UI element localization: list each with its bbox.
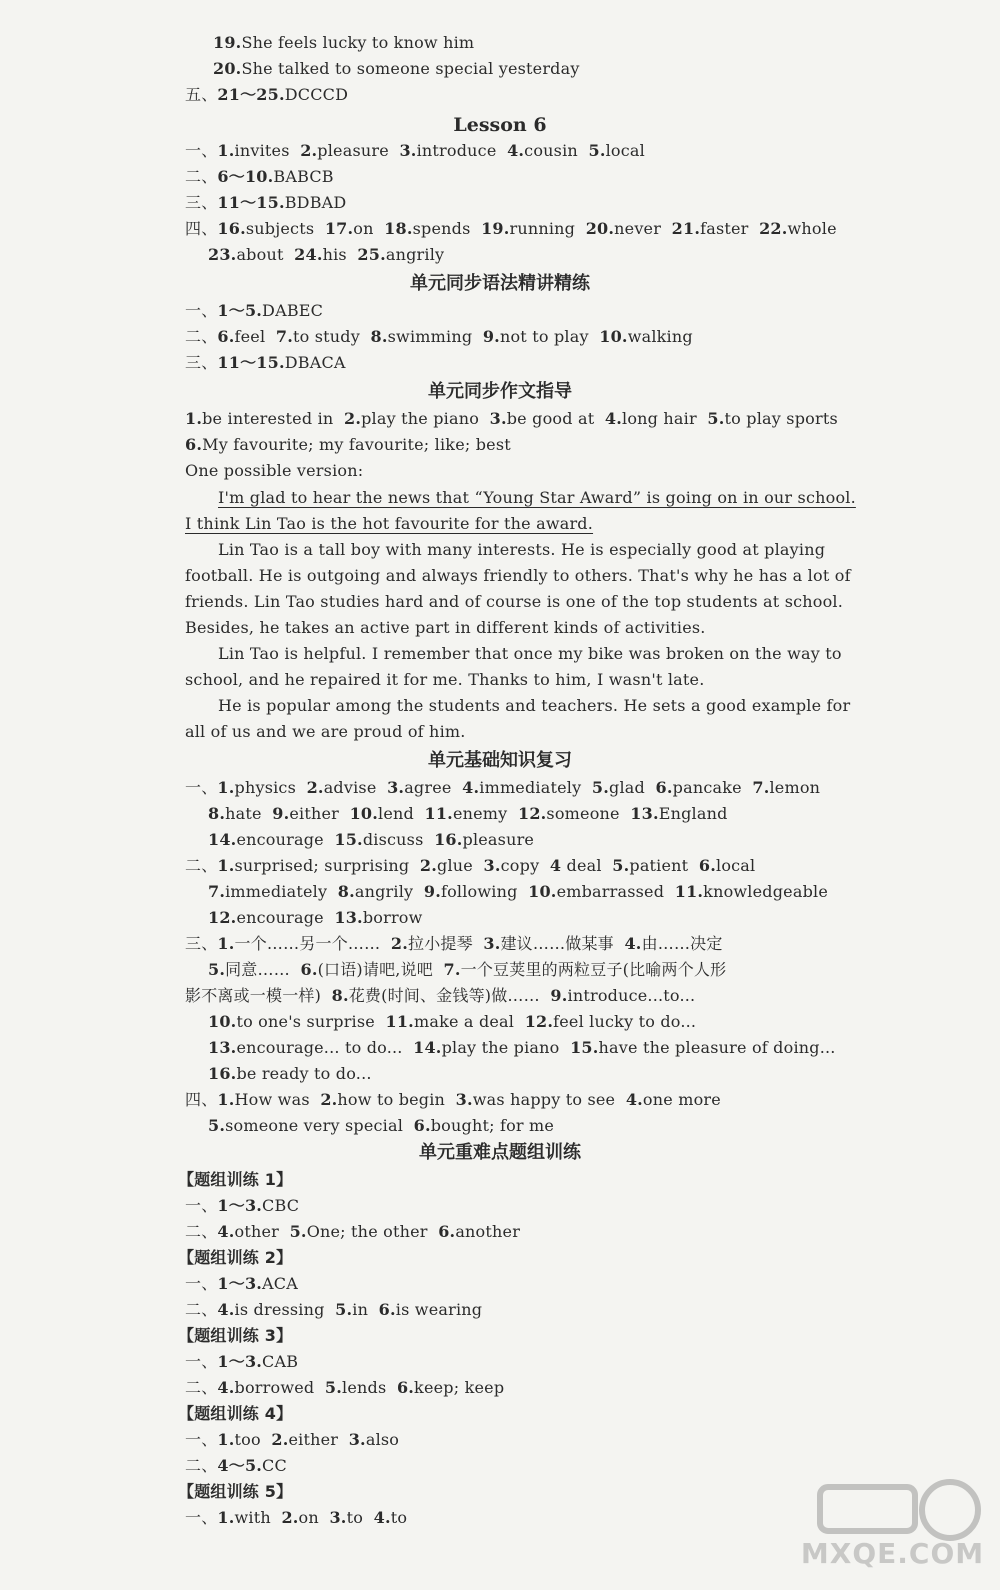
answer-line: 一、1～3.CAB	[185, 1352, 299, 1371]
answer-line: 7.immediately 8.angrily 9.following 10.embarrassed 11.knowledgeable	[208, 882, 829, 901]
answer-line: 二、6～10.BABCB	[185, 167, 334, 186]
answer-line: 20.She talked to someone special yesterday	[213, 59, 580, 78]
answer-line: football. He is outgoing and always friendly to others. That's why he has a lot of	[185, 566, 851, 585]
answer-line: 14.encourage 15.discuss 16.pleasure	[208, 830, 535, 849]
answer-line: 一、1.invites 2.pleasure 3.introduce 4.cousin 5.local	[185, 141, 645, 160]
answer-line: 三、1.一个……另一个…… 2.拉小提琴 3.建议……做某事 4.由……决定	[185, 934, 723, 953]
section-heading: 单元同步语法精讲精练	[410, 273, 590, 294]
answer-line: 四、16.subjects 17.on 18.spends 19.running 20.never 21.faster 22.whole	[185, 219, 837, 238]
answer-line: 二、4.is dressing 5.in 6.is wearing	[185, 1300, 483, 1319]
answer-line: 影不离或一模一样) 8.花费(时间、金钱等)做…… 9.introduce...to...	[185, 986, 696, 1005]
answer-line: 五、21～25.DCCCD	[185, 85, 349, 104]
answer-line: 12.encourage 13.borrow	[208, 908, 423, 927]
answer-line: 5.someone very special 6.bought; for me	[208, 1116, 555, 1135]
answer-line: 一、1.physics 2.advise 3.agree 4.immediately 5.glad 6.pancake 7.lemon	[185, 778, 821, 797]
answer-line: 23.about 24.his 25.angrily	[208, 245, 445, 264]
answer-line: 【题组训练 4】	[178, 1404, 293, 1423]
section-heading: 单元同步作文指导	[428, 381, 572, 402]
answer-line: 一、1.with 2.on 3.to 4.to	[185, 1508, 408, 1527]
answer-line: Besides, he takes an active part in different kinds of activities.	[185, 618, 706, 637]
answer-line: 一、1.too 2.either 3.also	[185, 1430, 400, 1449]
section-heading: 单元基础知识复习	[428, 750, 572, 771]
answer-line: 【题组训练 1】	[178, 1170, 293, 1189]
answer-line: I think Lin Tao is the hot favourite for the award.	[185, 514, 594, 533]
answer-line: 【题组训练 5】	[178, 1482, 293, 1501]
answer-line: all of us and we are proud of him.	[185, 722, 466, 741]
answer-line: 三、11～15.BDBAD	[185, 193, 347, 212]
answer-line: 【题组训练 2】	[178, 1248, 293, 1267]
answer-line: 5.同意…… 6.(口语)请吧,说吧 7.一个豆荚里的两粒豆子(比喻两个人形	[208, 960, 727, 979]
section-heading: 单元重难点题组训练	[419, 1142, 581, 1163]
answer-line: 二、4.other 5.One; the other 6.another	[185, 1222, 521, 1241]
answer-line: friends. Lin Tao studies hard and of course is one of the top students at school.	[185, 592, 844, 611]
watermark-text: MXQE.COM	[800, 1537, 985, 1570]
answer-line: 19.She feels lucky to know him	[213, 33, 475, 52]
answer-line: 10.to one's surprise 11.make a deal 12.feel lucky to do...	[208, 1012, 697, 1031]
answer-line: Lin Tao is helpful. I remember that once my bike was broken on the way to	[218, 644, 842, 663]
answer-line: 1.be interested in 2.play the piano 3.be good at 4.long hair 5.to play sports	[185, 409, 838, 428]
answer-line: 二、4.borrowed 5.lends 6.keep; keep	[185, 1378, 505, 1397]
answer-line: 二、4～5.CC	[185, 1456, 287, 1475]
answer-line: 二、6.feel 7.to study 8.swimming 9.not to play 10.walking	[185, 327, 693, 346]
section-heading: Lesson 6	[453, 114, 547, 136]
answer-line: One possible version:	[185, 461, 364, 480]
answer-line: 三、11～15.DBACA	[185, 353, 346, 372]
answer-line: 6.My favourite; my favourite; like; best	[185, 435, 511, 454]
answer-line: 13.encourage... to do... 14.play the piano 15.have the pleasure of doing...	[208, 1038, 836, 1057]
answer-line: 二、1.surprised; surprising 2.glue 3.copy 4 deal 5.patient 6.local	[185, 856, 756, 875]
watermark-icon	[800, 1475, 985, 1545]
answer-line: 16.be ready to do...	[208, 1064, 372, 1083]
answer-line: Lin Tao is a tall boy with many interests. He is especially good at playing	[218, 540, 826, 559]
answer-line: school, and he repaired it for me. Thanks to him, I wasn't late.	[185, 670, 705, 689]
answer-line: 四、1.How was 2.how to begin 3.was happy to see 4.one more	[185, 1090, 721, 1109]
answer-line: 一、1～5.DABEC	[185, 301, 324, 320]
watermark-logo	[800, 1475, 985, 1580]
answer-line: I'm glad to hear the news that “Young Star Award” is going on in our school.	[218, 488, 856, 507]
answer-line: 8.hate 9.either 10.lend 11.enemy 12.someone 13.England	[208, 804, 728, 823]
answer-line: 一、1～3.ACA	[185, 1274, 298, 1293]
answer-line: 一、1～3.CBC	[185, 1196, 300, 1215]
answer-line: He is popular among the students and teachers. He sets a good example for	[218, 696, 851, 715]
answer-line: 【题组训练 3】	[178, 1326, 293, 1345]
